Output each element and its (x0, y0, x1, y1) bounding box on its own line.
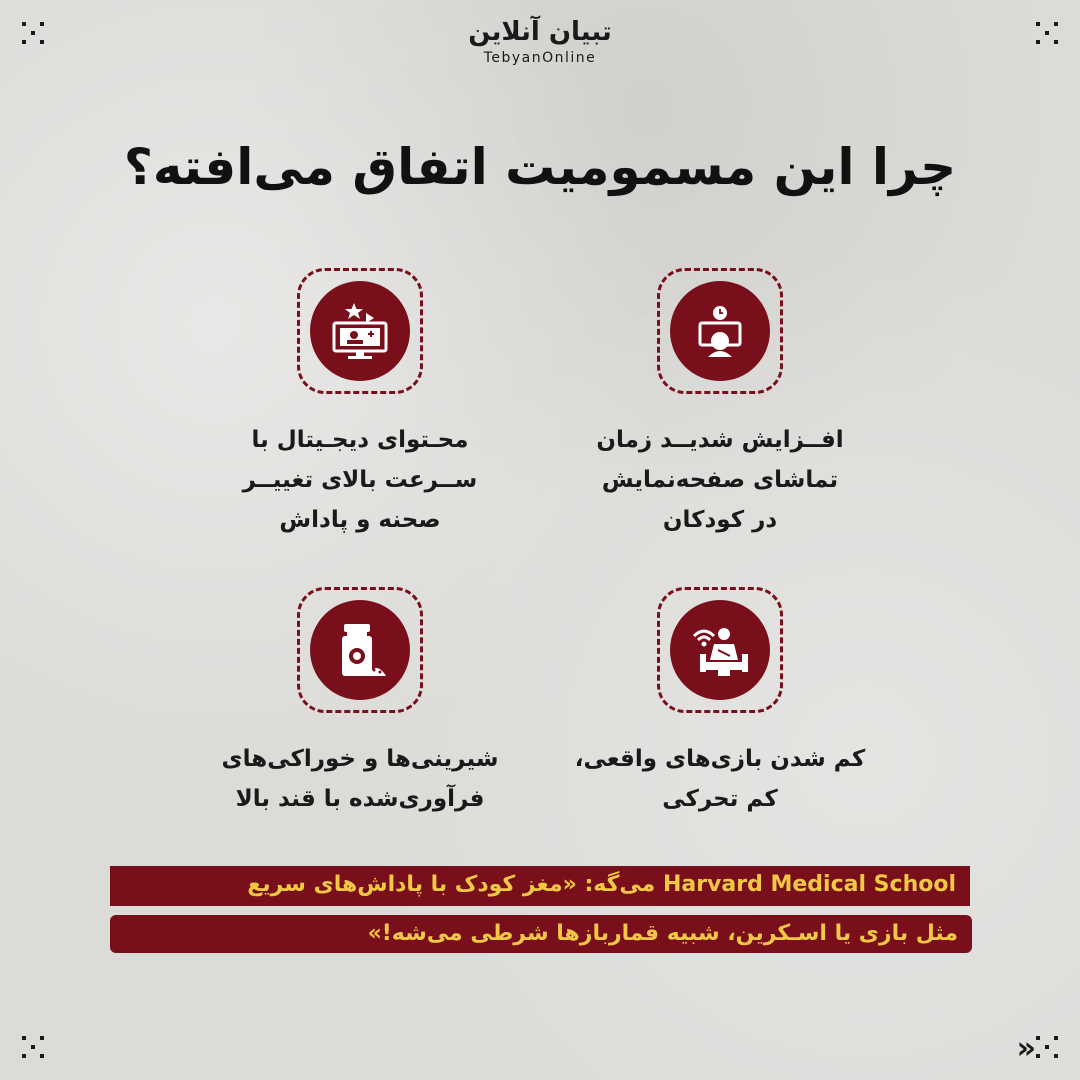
corner-dots-bottom-right (1036, 1036, 1058, 1058)
cause-card-sugary-food (195, 587, 525, 819)
quote-line-1: Harvard Medical School می‌گه: «مغز کودک با پاداش‌های سریع (110, 866, 970, 906)
monitor-star-reward-icon (330, 301, 390, 361)
child-screen-clock-icon (690, 301, 750, 361)
cause-card-digital-content (195, 268, 525, 540)
cause-card-screen-time (555, 268, 885, 540)
page-title: چرا این مسمومیت اتفاق می‌افته؟ (123, 138, 957, 196)
next-slide-chevron-icon[interactable]: » (1016, 1031, 1032, 1066)
brand-name-en: TebyanOnline (483, 50, 597, 66)
candy-jar-icon (330, 620, 390, 680)
brand-logo (0, 16, 1080, 66)
cause-badge (297, 268, 423, 394)
cause-text: محـتوای دیجـیتال با ســرعت بالای تغییــر صحنه و پاداش (242, 427, 478, 533)
cause-badge (297, 587, 423, 713)
cause-card-less-real-play (555, 587, 885, 819)
cause-badge (657, 268, 783, 394)
cause-badge (657, 587, 783, 713)
child-wifi-device-icon (690, 620, 750, 680)
cause-text: افــزایش شدیــد زمان تماشای صفحه‌نمایش در کودکان (596, 427, 844, 533)
quote-line-2: مثل بازی یا اسـکرین، شبیه قماربازها شرطی می‌شه!» (110, 915, 972, 953)
cause-text: شیرینی‌ها و خوراکی‌های فرآوری‌شده با قند بالا (221, 746, 499, 812)
cause-text: کم شدن بازی‌های واقعی، کم تحرکی (574, 746, 866, 812)
corner-dots-bottom-left (22, 1036, 44, 1058)
brand-name-fa: تبیان آنلاین (468, 17, 612, 47)
